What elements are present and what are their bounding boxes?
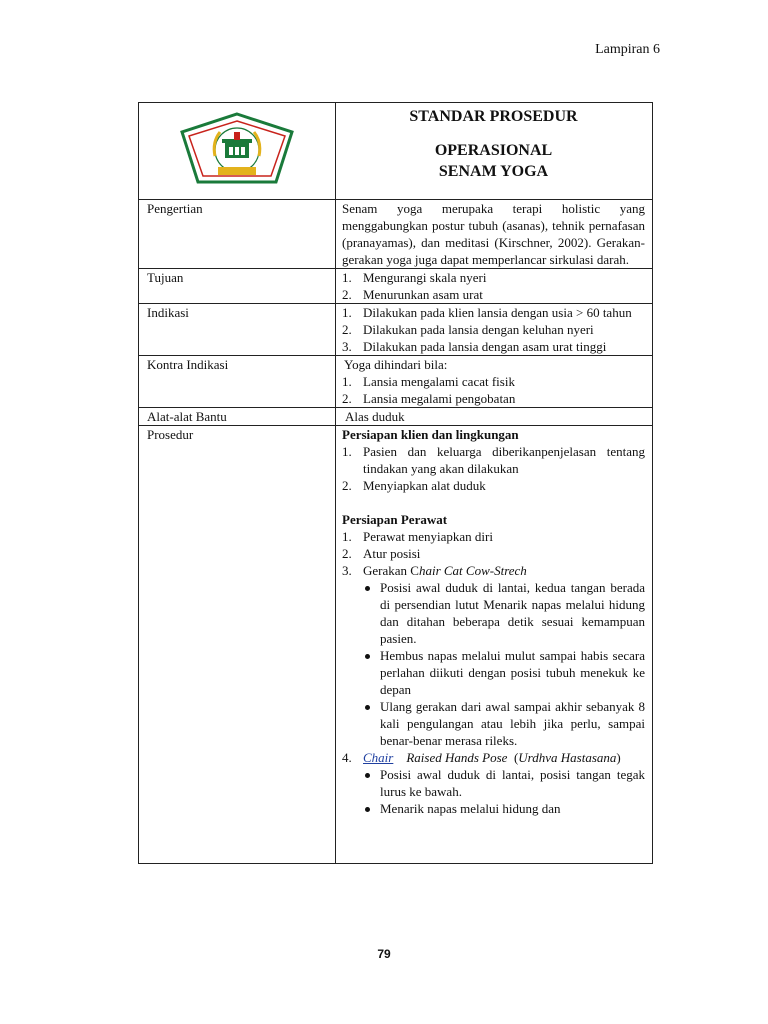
title-cell <box>336 103 653 200</box>
list-item: 2. Lansia megalami pengobatan <box>342 391 516 406</box>
list-item: 1. Perawat menyiapkan diri <box>342 529 493 544</box>
page-number: 79 <box>377 947 391 961</box>
pengertian-text: Senam yoga merupaka terapi holistic yang menggabungkan postur tubuh (asanas), tehnik pernafasan (pranayamas), dan meditasi (Kirschner, 2002). Gerakan-gerakan yoga juga dapat memperlancar sirkulasi darah. <box>336 200 653 269</box>
bullet-item: Ulang gerakan dari awal sampai akhir sebanyak 8 kali pengulangan atau lebih jika perlu, sampai benar-benar merasa rileks. <box>362 698 645 749</box>
bullet-item: Menarik napas melalui hidung dan <box>362 800 645 817</box>
list-item: 3. Dilakukan pada lansia dengan asam urat tinggi <box>342 339 607 354</box>
bullet-item: Posisi awal duduk di lantai, posisi tangan tegak lurus ke bawah. <box>362 766 645 800</box>
alat-text: Alas duduk <box>336 408 653 426</box>
kontra-list-cell <box>336 356 653 408</box>
section-title: Persiapan klien dan lingkungan <box>342 427 519 442</box>
row-label: Alat-alat Bantu <box>139 408 336 426</box>
list-item: 1. Lansia mengalami cacat fisik <box>342 374 515 389</box>
list-item: 1. Pasien dan keluarga diberikanpenjelasan tentang tindakan yang akan dilakukan <box>342 444 645 476</box>
row-label: Indikasi <box>139 304 336 356</box>
prosedur-cell <box>336 426 653 864</box>
row-tujuan <box>139 269 653 304</box>
bullet-item: Hembus napas melalui mulut sampai habis secara perlahan diikuti dengan posisi tubuh menekuk ke depan <box>362 647 645 698</box>
section-title: Persiapan Perawat <box>342 512 448 527</box>
list-item: 1. Dilakukan pada klien lansia dengan usia > 60 tahun <box>342 305 632 320</box>
list-item: 2. Menurunkan asam urat <box>342 287 483 302</box>
list-item: 2. Dilakukan pada lansia dengan keluhan nyeri <box>342 322 594 337</box>
list-item: 4. Chair Raised Hands Pose (Urdhva Hastasana) Posisi awal duduk di lantai, posisi tangan tegak lurus ke bawah. Menarik napas melalui hidung dan <box>342 750 645 816</box>
header-row <box>139 103 653 200</box>
title-line-3: SENAM YOGA <box>438 163 549 180</box>
row-kontra-indikasi <box>139 356 653 408</box>
title-line-1: STANDAR PROSEDUR <box>409 108 578 125</box>
chair-link[interactable]: Chair <box>363 750 394 765</box>
tujuan-list-cell <box>336 269 653 304</box>
row-prosedur <box>139 426 653 864</box>
list-item: 3. Gerakan Chair Cat Cow-Strech Posisi awal duduk di lantai, kedua tangan berada di persendian lutut Menarik napas melalui hidung dan ditahan beberapa detik sesuai kemampuan pasien. Hembus napas melalui mulut sampai habis secara perlahan diikuti dengan posisi tubuh menekuk ke depan Ulang gerakan dari awal sampai akhir sebanyak 8 kali pengulangan atau lebih jika perlu, sampai benar-benar merasa rileks. <box>342 563 645 748</box>
title-line-2: OPERASIONAL <box>434 142 553 159</box>
list-item: 2. Menyiapkan alat duduk <box>342 478 486 493</box>
row-label: Kontra Indikasi <box>139 356 336 408</box>
row-alat-bantu <box>139 408 653 426</box>
kontra-intro: Yoga dihindari bila: <box>344 357 448 372</box>
attachment-label: Lampiran 6 <box>595 42 660 57</box>
row-label: Tujuan <box>139 269 336 304</box>
list-item: 1. Mengurangi skala nyeri <box>342 270 487 285</box>
logo-cell <box>139 103 336 200</box>
bullet-item: Posisi awal duduk di lantai, kedua tangan berada di persendian lutut Menarik napas melalui hidung dan ditahan beberapa detik sesuai kemampuan pasien. <box>362 579 645 647</box>
list-item: 2. Atur posisi <box>342 546 421 561</box>
row-pengertian <box>139 200 653 269</box>
sop-table <box>138 102 653 864</box>
row-label: Pengertian <box>139 200 336 269</box>
indikasi-list-cell <box>336 304 653 356</box>
row-indikasi <box>139 304 653 356</box>
institution-logo <box>178 112 296 186</box>
row-label: Prosedur <box>139 426 336 864</box>
